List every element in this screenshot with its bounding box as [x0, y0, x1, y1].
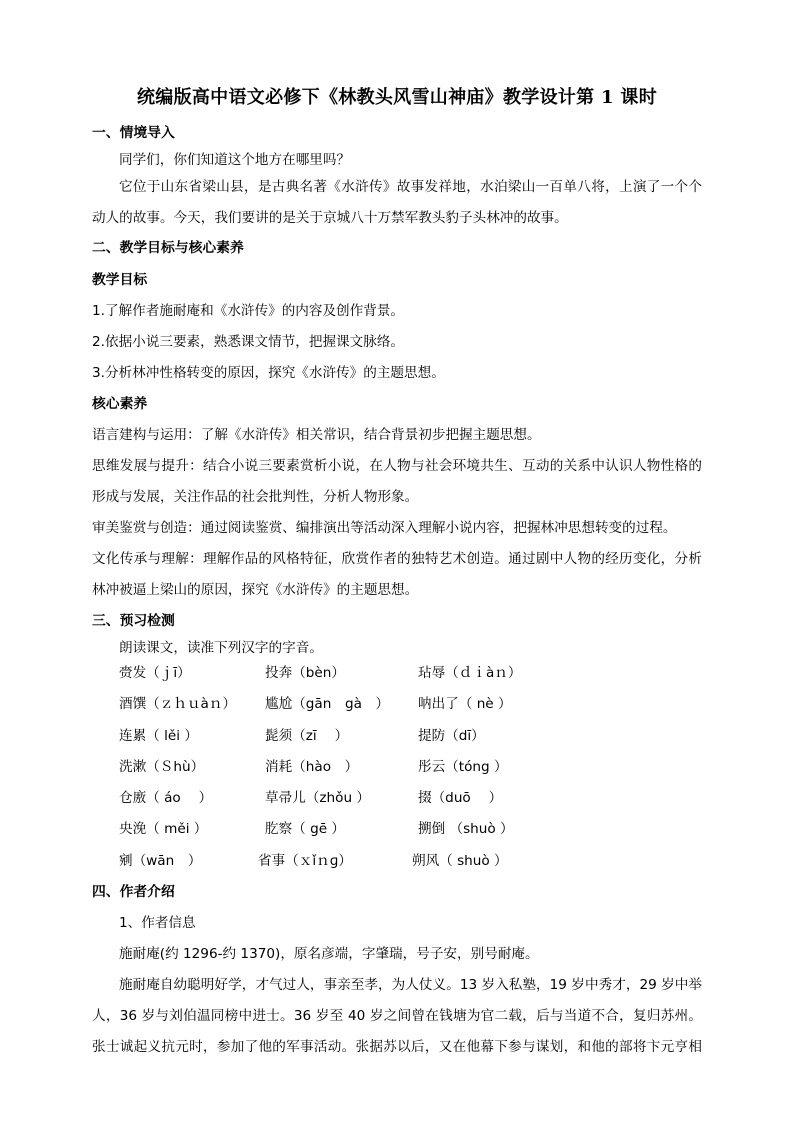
literacy-item: 思维发展与提升：结合小说三要素赏析小说，在人物与社会环境共生、互动的关系中认识人物性格的 — [92, 458, 702, 474]
pronunciation-entry: 赍发（ｊī） — [119, 665, 191, 681]
goal-item: 1.了解作者施耐庵和《水浒传》的内容及创作背景。 — [92, 303, 405, 319]
literacy-item: 文化传承与理解：理解作品的风格特征，欣赏作者的独特艺术创造。通过剧中人物的经历变化，分析 — [92, 551, 702, 567]
pronunciation-entry: 央浼（ měi ） — [119, 821, 208, 837]
paragraph: 张士诚起义抗元时，参加了他的军事活动。张据苏以后，又在他幕下参与谋划，和他的部将卞元亨相 — [92, 1039, 702, 1055]
pronunciation-entry: 酒馔（ｚｈｕàｎ） — [119, 696, 237, 712]
pronunciation-entry: 草帚儿（zhǒu ） — [265, 790, 370, 806]
pronunciation-entry: 洗漱（Ｓhù） — [119, 759, 205, 775]
pronunciation-entry: 尴尬（gān gà ） — [265, 696, 390, 712]
page-title: 统编版高中语文必修下《林教头风雪山神庙》教学设计第 1 课时 — [136, 87, 658, 108]
pronunciation-entry: 掇（duō ） — [418, 790, 503, 806]
literacy-item-continued: 林冲被逼上梁山的原因，探究《水浒传》的主题思想。 — [92, 582, 419, 598]
pronunciation-entry: 提防（dī） — [418, 728, 485, 744]
section-heading-intro: 一、情境导入 — [92, 125, 175, 141]
goal-item: 2.依据小说三要素，熟悉课文情节，把握课文脉络。 — [92, 334, 405, 350]
paragraph: 它位于山东省梁山县，是古典名著《水浒传》故事发祥地，水泊梁山一百单八将，上演了一个个 — [119, 179, 702, 195]
paragraph: 动人的故事。今天，我们要讲的是关于京城八十万禁军教头豹子头林冲的故事。 — [92, 210, 568, 226]
pronunciation-entry: 投奔（bèn） — [265, 665, 345, 681]
subheading-author-info: 1、作者信息 — [119, 915, 196, 931]
pronunciation-entry: 朔风（ shuò ） — [412, 853, 508, 869]
section-heading-preview: 三、预习检测 — [92, 613, 175, 629]
pronunciation-entry: 搠倒 （shuò ） — [418, 821, 514, 837]
literacy-item-continued: 形成与发展，关注作品的社会批判性，分析人物形象。 — [92, 489, 419, 505]
section-heading-goals: 二、教学目标与核心素养 — [92, 240, 244, 256]
pronunciation-entry: 彤云（tóng ） — [418, 759, 508, 775]
subheading-core-literacy: 核心素养 — [92, 396, 148, 412]
paragraph: 施耐庵(约 1296-约 1370)，原名彦端，字肇瑞，号子安，别号耐庵。 — [119, 946, 539, 962]
paragraph: 施耐庵自幼聪明好学，才气过人，事亲至孝，为人仗义。13 岁入私塾，19 岁中秀才，29 岁中举 — [119, 977, 702, 993]
pronunciation-entry: 肐察（ gē ） — [265, 821, 346, 837]
pronunciation-entry: 省事（ｘǐｎɡ） — [258, 853, 352, 869]
pronunciation-entry: 呐出了（ nè ） — [418, 696, 512, 712]
pronunciation-entry: 连累（ lěi ） — [119, 728, 198, 744]
pronunciation-entry: 玷辱（ｄｉàｎ） — [418, 665, 522, 681]
pronunciation-entry: 仓廒（ áo ） — [119, 790, 213, 806]
pronunciation-entry: 髭须（zī ） — [265, 728, 349, 744]
paragraph: 同学们，你们知道这个地方在哪里吗？ — [119, 152, 351, 168]
goal-item: 3.分析林冲性格转变的原因，探究《水浒传》的主题思想。 — [92, 365, 445, 381]
subheading-teaching-goals: 教学目标 — [92, 272, 148, 288]
pronunciation-entry: 剜（wān ） — [119, 853, 202, 869]
literacy-item: 语言建构与运用：了解《水浒传》相关常识，结合背景初步把握主题思想。 — [92, 427, 541, 443]
paragraph: 朗读课文，读准下列汉字的字音。 — [119, 640, 323, 656]
literacy-item: 审美鉴赏与创造：通过阅读鉴赏、编排演出等活动深入理解小说内容，把握林冲思想转变的过程。 — [92, 520, 677, 536]
paragraph: 人，36 岁与刘伯温同榜中进士。36 岁至 40 岁之间曾在钱塘为官二载，后与当道不合，复归苏州。 — [92, 1008, 702, 1024]
section-heading-author: 四、作者介绍 — [92, 884, 175, 900]
pronunciation-entry: 消耗（hào ） — [265, 759, 359, 775]
